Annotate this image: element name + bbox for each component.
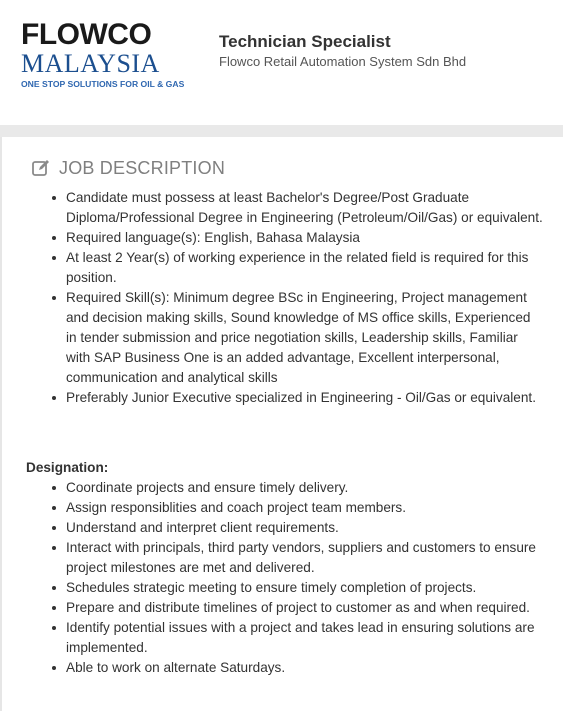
list-item: Schedules strategic meeting to ensure timely completion of projects. (2, 578, 563, 598)
job-header (0, 0, 563, 125)
job-title: Technician Specialist (219, 32, 391, 51)
list-item: Coordinate projects and ensure timely delivery. (2, 478, 563, 498)
list-item: At least 2 Year(s) of working experience in the related field is required for this position. (2, 248, 563, 288)
list-item: Required Skill(s): Minimum degree BSc in Engineering, Project management and decision making skills, Sound knowledge of MS office skills, Experienced in tender submission and price negotiation skills, Leadership skills, Familiar with SAP Business One is an added advantage, Excellent interpersonal, communication and analytical skills (2, 288, 563, 388)
list-item: Able to work on alternate Saturdays. (2, 658, 563, 678)
list-item: Understand and interpret client requirements. (2, 518, 563, 538)
list-item: Candidate must possess at least Bachelor's Degree/Post Graduate Diploma/Professional Degree in Engineering (Petroleum/Oil/Gas) or equivalent. (2, 188, 563, 228)
list-item: Preferably Junior Executive specialized in Engineering - Oil/Gas or equivalent. (2, 388, 563, 408)
logo-tagline: ONE STOP SOLUTIONS FOR OIL & GAS (21, 79, 185, 89)
designation-list (2, 478, 563, 678)
section-divider (0, 125, 563, 137)
edit-icon (31, 158, 51, 178)
requirements-list (2, 188, 563, 408)
logo-line-1: FLOWCO (21, 18, 152, 51)
list-item: Identify potential issues with a project and takes lead in ensuring solutions are implemented. (2, 618, 563, 658)
company-logo[interactable] (21, 18, 185, 92)
job-description-panel (0, 137, 563, 711)
company-name[interactable]: Flowco Retail Automation System Sdn Bhd (219, 54, 467, 69)
logo-line-2: MALAYSIA (21, 49, 160, 78)
designation-label: Designation: (26, 460, 109, 475)
section-title: JOB DESCRIPTION (59, 158, 226, 178)
list-item: Required language(s): English, Bahasa Malaysia (2, 228, 563, 248)
section-header (31, 157, 225, 179)
list-item: Assign responsiblities and coach project team members. (2, 498, 563, 518)
list-item: Interact with principals, third party vendors, suppliers and customers to ensure project milestones are met and delivered. (2, 538, 563, 578)
list-item: Prepare and distribute timelines of project to customer as and when required. (2, 598, 563, 618)
